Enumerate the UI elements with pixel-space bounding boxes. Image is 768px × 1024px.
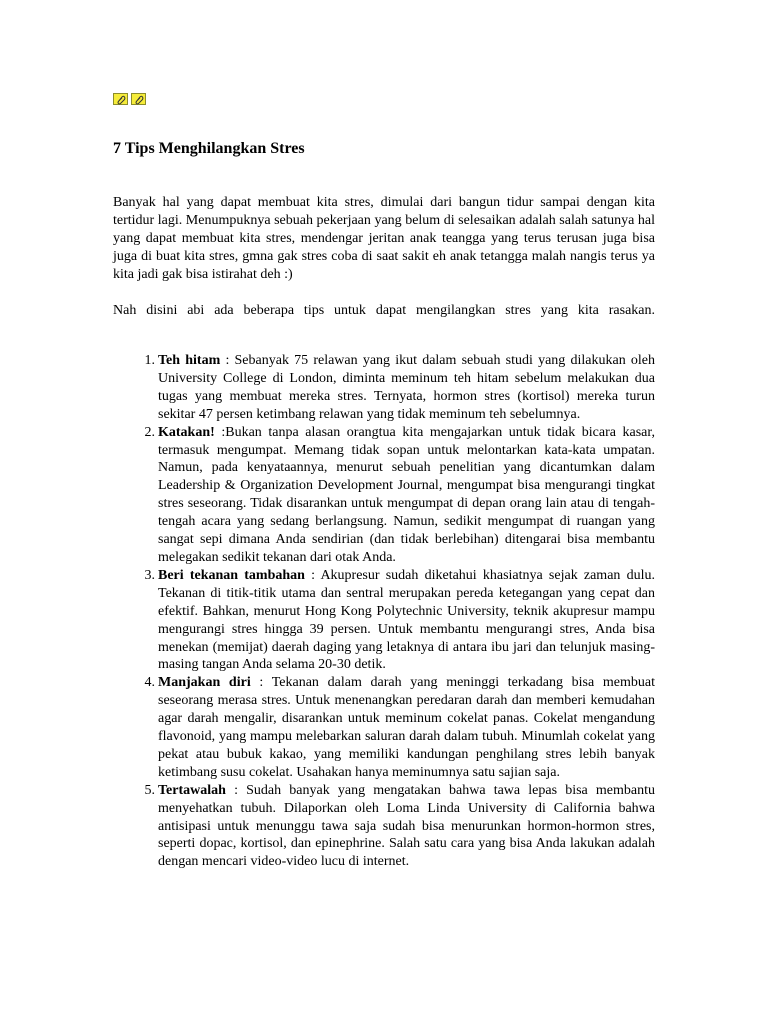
list-number: 3. (144, 567, 155, 583)
list-number: 5. (144, 782, 155, 798)
list-item (113, 782, 655, 872)
lead-paragraph: Nah disini abi ada beberapa tips untuk dapat mengilangkan stres yang kita rasakan. (113, 303, 655, 318)
intro-paragraph: Banyak hal yang dapat membuat kita stres, dimulai dari bangun tidur sampai dengan kita tertidur lagi. Menumpuknya sebuah pekerjaan yang belum di selesaikan adalah salah satunya hal yang dapat membuat kita stres, mendengar jeritan anak teangga yang terus terusan juga bisa juga di buat kita stres, gmna gak stres coba di saat sakit eh anak tetangga malah nangis terus ya kita jadi gak bisa istirahat deh :) (113, 195, 655, 282)
tip-text: : Sudah banyak yang mengatakan bahwa tawa lepas bisa membantu menyehatkan tubuh. Dilaporkan oleh Loma Linda University di California bahwa antisipasi untuk menunggu tawa saja sudah bisa menurunkan hormon-hormon stres, seperti dopac, kortisol, dan epinephrine. Salah satu cara yang bisa Anda lakukan adalah dengan mencari video-video lucu di internet. (158, 782, 655, 870)
tips-list (113, 352, 655, 871)
tip-text: : Sebanyak 75 relawan yang ikut dalam sebuah studi yang dilakukan oleh University College di London, diminta meminum teh hitam sebelum melakukan dua tugas yang membuat mereka stres. Ternyata, hormon stres (kortisol) mereka turun sekitar 47 persen ketimbang relawan yang tidak meminum teh sebelumnya. (158, 353, 655, 422)
document-title: 7 Tips Menghilangkan Stres (113, 140, 305, 157)
tip-text: : Tekanan dalam darah yang meninggi terkadang bisa membuat seseorang merasa stres. Untuk menenangkan peredaran darah dan memberi kemudahan agar darah mengalir, disarankan untuk meminum cokelat panas. Cokelat mengandung flavonoid, yang mampu melebarkan saluran darah dalam tubuh. Minumlah cokelat yang pekat atau bubuk kakao, yang memiliki kandungan penghilang stres lebih banyak ketimbang susu cokelat. Usahakan hanya meminumnya satu sajian saja. (158, 675, 655, 780)
list-number: 4. (144, 675, 155, 691)
paperclip-icon[interactable] (131, 93, 146, 105)
tip-title: Teh hitam (158, 353, 221, 368)
paperclip-icon[interactable] (113, 93, 128, 105)
list-item (113, 674, 655, 781)
list-number: 1. (144, 353, 155, 368)
tip-text: :Bukan tanpa alasan orangtua kita mengajarkan untuk tidak bicara kasar, termasuk mengumpat. Memang tidak sopan untuk melontarkan kata-kata umpatan. Namun, pada kenyataannya, menurut sebuah penelitian yang dicantumkan dalam Leadership & Organization Development Journal, mengumpat bisa mengurangi tingkat stres seseorang. Tidak disarankan untuk mengumpat di depan orang lain atau di tengah-tengah acara yang sedang berlangsung. Namun, sedikit mengumpat di ruangan yang sangat sepi dimana Anda sendirian (dan tidak berlebihan) ditengarai bisa membantu melegakan sedikit tekanan dari otak Anda. (158, 424, 655, 565)
tip-title: Katakan! (158, 424, 215, 440)
tip-text: : Akupresur sudah diketahui khasiatnya sejak zaman dulu. Tekanan di titik-titik utama dan sentral merupakan pereda ketegangan yang cepat dan efektif. Bahkan, menurut Hong Kong Polytechnic University, teknik akupresur mampu mengurangi stres hingga 39 persen. Untuk membantu mengurangi stres, Anda bisa menekan (memijat) daerah daging yang letaknya di antara ibu jari dan telunjuk masing-masing tangan Anda selama 20-30 detik. (158, 567, 655, 673)
tip-title: Tertawalah (158, 782, 226, 798)
list-item (113, 352, 655, 424)
header-icons (113, 93, 146, 105)
list-number: 2. (144, 424, 155, 440)
tip-title: Beri tekanan tambahan (158, 567, 305, 583)
list-item (113, 424, 655, 567)
list-item (113, 567, 655, 674)
tip-title: Manjakan diri (158, 675, 251, 691)
